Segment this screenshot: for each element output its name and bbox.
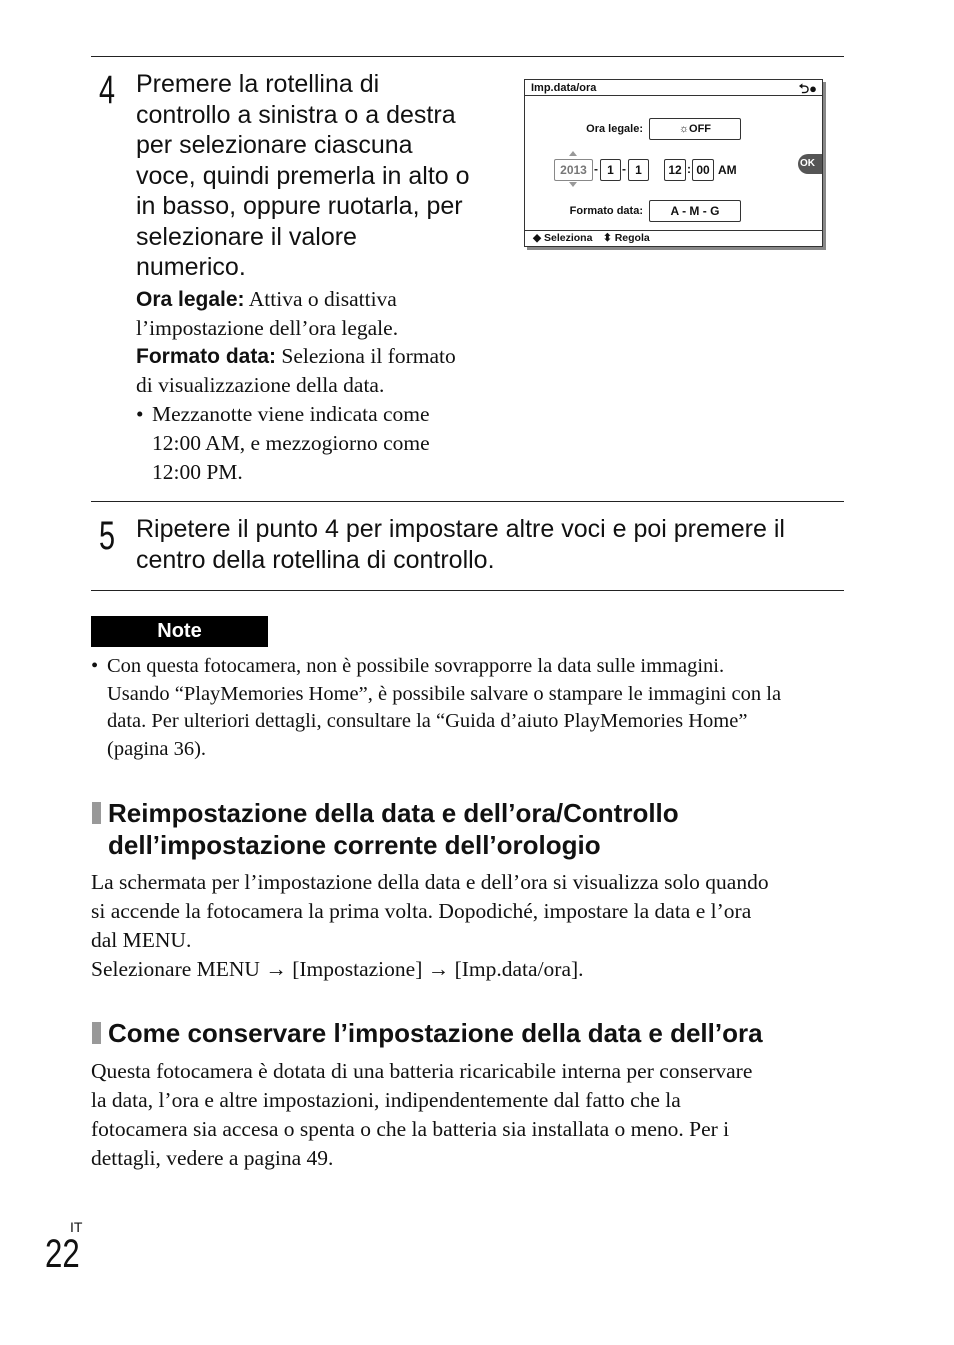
ora-legale-term: Ora legale: [136, 288, 245, 311]
section-body-reset-clock: La schermata per l’impostazione della data e dell’ora si visualizza solo quando si accende la fotocamera la prima volta. Dopodiché, impostare la data e l’ora dal MENU. Selezionare MENU → [Impostazione] → [Imp.data/ora]. [91, 870, 769, 981]
screen-ora-legale-label: Ora legale: [586, 123, 643, 135]
section-heading-keep-clock: Come conservare l’impostazione della data e dell’ora [108, 1018, 763, 1048]
step-4-line: controllo a sinistra o a destra [136, 100, 456, 129]
chevron-down-icon [569, 182, 577, 187]
step-5-line: Ripetere il punto 4 per impostare altre voci e poi premere il [136, 515, 785, 543]
chevron-up-icon [569, 151, 577, 156]
year-field: 2013 [554, 159, 593, 181]
day-field: 1 [628, 159, 649, 181]
select-hint: ◆ Seleziona [533, 232, 593, 244]
ora-legale-description: Ora legale: Attiva o disattiva l’impostazione dell’ora legale. [136, 287, 399, 340]
camera-date-screen [524, 79, 823, 247]
divider-rule [91, 590, 844, 591]
step-4-line: in basso, oppure ruotarla, per [136, 192, 463, 220]
step-4-line: per selezionare ciascuna [136, 131, 413, 159]
screen-title: Imp.data/ora [531, 82, 597, 94]
heading-marker [92, 802, 101, 824]
return-icon: ⮌● [798, 81, 817, 96]
dst-field: ☼OFF [649, 118, 741, 140]
note-badge: Note [91, 616, 268, 647]
bullet-marker: • [91, 655, 99, 677]
page-number: 22 [45, 1232, 80, 1276]
screen-divider [525, 95, 822, 96]
divider-rule [91, 501, 844, 502]
section-heading-reset-clock: Reimpostazione della data e dell’ora/Controllo dell’impostazione corrente dell’orologio [108, 798, 679, 860]
step-5-line: centro della rotellina di controllo. [136, 545, 495, 574]
hour-field: 12 [664, 159, 686, 181]
month-field: 1 [600, 159, 621, 181]
screen-formato-label: Formato data: [569, 205, 643, 217]
note-bullet: • Con questa fotocamera, non è possibile sovrapporre la data sulle immagini. Usando “PlayMemories Home”, è possibile salvare o stampare le immagini con la data. Per ulteriori dettagli, consultare la “Guida d’aiuto PlayMemories Home” (pagina 36). [91, 655, 782, 760]
ok-button-icon: OK [798, 154, 822, 174]
adjust-hint: ⬍ Regola [603, 232, 650, 244]
bullet-marker: • [136, 402, 144, 426]
ampm-label: AM [718, 163, 737, 177]
formato-data-description: Formato data: Seleziona il formato di visualizzazione della data. [136, 344, 456, 397]
time-separator: : [687, 162, 691, 176]
midnight-bullet: • Mezzanotte viene indicata come 12:00 AM, e mezzogiorno come 12:00 PM. [136, 402, 430, 484]
step-4-line: selezionare il valore [136, 222, 357, 251]
step-4-number: 4 [99, 68, 116, 112]
top-rule [91, 56, 844, 57]
date-separator: - [622, 162, 626, 176]
minute-field: 00 [692, 159, 714, 181]
heading-marker [92, 1022, 101, 1044]
screen-bottom-bar [525, 230, 822, 246]
section-body-keep-clock: Questa fotocamera è dotata di una batteria ricaricabile interna per conservare la data, l’ora e altre impostazioni, indipendentemente dal fatto che la fotocamera sia accesa o spenta o che la batteria sia installata o meno. Per i dettagli, vedere a pagina 49. [91, 1059, 753, 1170]
step-4-instructions [136, 69, 516, 283]
date-separator: - [594, 162, 598, 176]
step-4-line: Premere la rotellina di [136, 70, 380, 98]
step-5-instructions [136, 514, 846, 575]
step-4-line: voce, quindi premerla in alto o [136, 161, 470, 190]
language-code: IT [70, 1219, 83, 1235]
step-5-number: 5 [99, 514, 116, 558]
formato-data-term: Formato data: [136, 345, 277, 368]
date-format-field: A - M - G [649, 200, 741, 222]
step-4-line: numerico. [136, 253, 246, 281]
